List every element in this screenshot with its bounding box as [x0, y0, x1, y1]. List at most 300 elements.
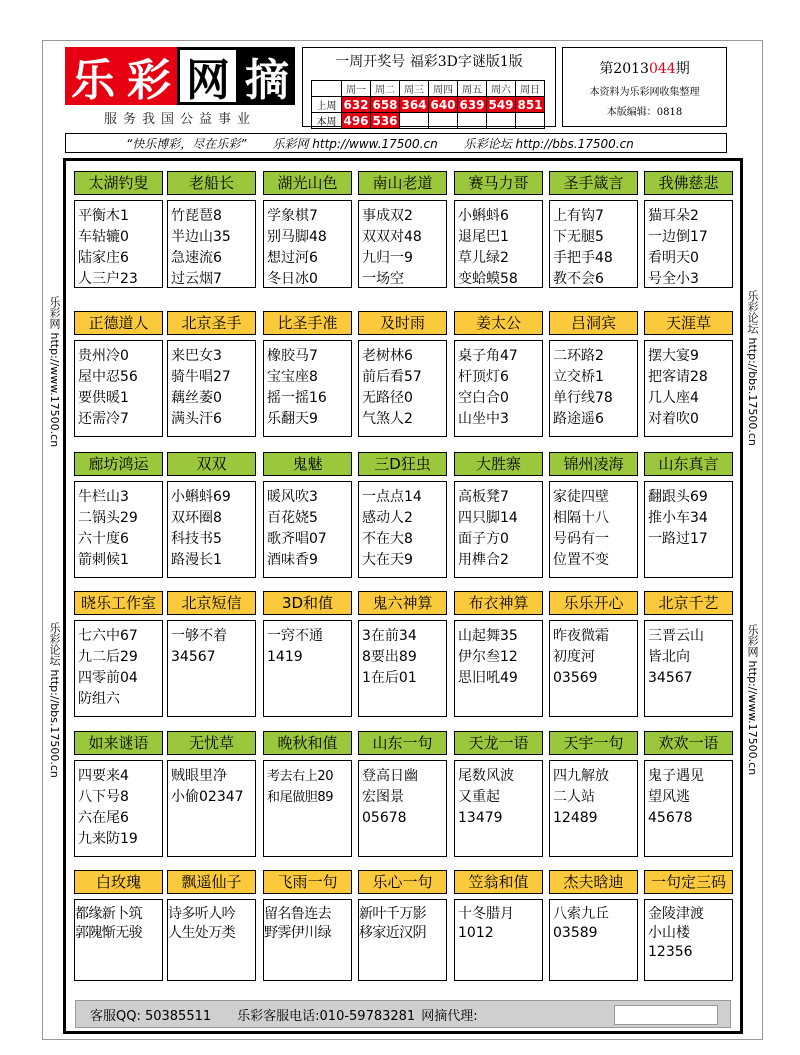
cell-line	[267, 669, 348, 670]
cell-line	[362, 689, 443, 690]
side-text-left-top: 乐彩网 http://www.17500.cn	[48, 296, 61, 448]
cell-body	[74, 760, 163, 857]
cell-line: 宝宝座8	[267, 369, 318, 385]
cell-line: 八索九丘	[553, 906, 609, 922]
cell-title: 南山老道	[358, 171, 447, 195]
cell-line: 3在前34	[362, 628, 417, 644]
cell-line: 1在后01	[362, 670, 417, 686]
cell-line: 用榫合2	[458, 552, 509, 568]
cell-line: 山坐中3	[458, 411, 509, 427]
cell-line: 二人站	[553, 789, 595, 805]
cell-line: 小山楼	[648, 925, 690, 941]
cell-line: 桌子角47	[458, 348, 518, 364]
cell-line: 家徒四壁	[553, 489, 609, 505]
logo-char: 彩	[121, 47, 177, 105]
cell-body	[74, 200, 163, 288]
cell-line	[553, 689, 634, 690]
issue-box	[562, 47, 727, 127]
cell-title: 比圣手准	[263, 311, 352, 335]
cell-line: 野霁伊川绿	[264, 925, 331, 941]
cell-title: 如来谜语	[74, 731, 163, 755]
day-header: 周日	[516, 81, 545, 97]
puzzle-cell	[74, 591, 163, 717]
puzzle-cell	[74, 311, 163, 437]
cell-line: 下无腿5	[553, 229, 604, 245]
cell-line: 摆大宴9	[648, 348, 699, 364]
cell-line: 前后看57	[362, 369, 422, 385]
puzzle-cell	[358, 870, 447, 981]
cell-body	[549, 760, 638, 857]
motto-forum-link[interactable]: 乐彩论坛 http://bbs.17500.cn	[463, 136, 634, 151]
cell-line: 45678	[648, 810, 693, 826]
cell-line	[553, 829, 634, 830]
motto-site-link[interactable]: 乐彩网 http://www.17500.cn	[272, 136, 438, 151]
cell-body	[644, 481, 733, 578]
cell-body	[454, 481, 543, 578]
cell-line: 号全小3	[648, 271, 699, 287]
cell-line: 路漫长1	[171, 552, 222, 568]
puzzle-cell	[358, 171, 447, 288]
cell-title: 山东真言	[644, 452, 733, 476]
cell-line: 8要出89	[362, 649, 417, 665]
cell-line: 八下号8	[78, 789, 129, 805]
cell-body	[549, 481, 638, 578]
cell-line: 一路过17	[648, 531, 708, 547]
cell-line: 还需冷7	[78, 411, 129, 427]
cell-title: 北京千艺	[644, 591, 733, 615]
slogan: 服务我国公益事业	[103, 112, 256, 127]
cell-line: 二锅头29	[78, 510, 138, 526]
cell-line	[648, 829, 729, 830]
cell-line: 骑牛唱27	[171, 369, 231, 385]
cell-line: 一边倒17	[648, 229, 708, 245]
cell-line: 思旧吼49	[458, 670, 518, 686]
puzzle-cell	[167, 870, 256, 981]
puzzle-cell	[263, 311, 352, 437]
cell-body	[454, 200, 543, 288]
footer-qq: 客服QQ: 50385511	[90, 1008, 212, 1024]
draw-number: 536	[372, 113, 398, 128]
cell-line: 七六中67	[78, 628, 138, 644]
cell-title: 北京圣手	[167, 311, 256, 335]
cell-line: 高板凳7	[458, 489, 509, 505]
cell-line: 立交桥1	[553, 369, 604, 385]
cell-line: 新叶千万影	[359, 906, 426, 922]
cell-line: 四零前04	[78, 670, 138, 686]
cell-line: 十冬腊月	[458, 906, 514, 922]
draw-number: 640	[430, 97, 456, 112]
weekly-numbers-box	[302, 47, 556, 127]
cell-line: 箭刺候1	[78, 552, 129, 568]
cell-title: 双双	[167, 452, 256, 476]
cell-title: 锦州凌海	[549, 452, 638, 476]
cell-line: 退尾巴1	[458, 229, 509, 245]
cell-line: 过云烟7	[171, 271, 222, 287]
cell-line: 考去右上20	[267, 769, 334, 784]
issue-editor: 本版编辑：0818	[606, 107, 683, 118]
cell-line: 九来防19	[78, 831, 138, 847]
last-week-label: 上周	[312, 97, 342, 113]
puzzle-cell	[549, 171, 638, 288]
puzzle-cell	[74, 452, 163, 578]
cell-line	[267, 809, 348, 810]
cell-line: 感动人2	[362, 510, 413, 526]
cell-line: 1419	[267, 649, 303, 665]
cell-line: 空白合0	[458, 390, 509, 406]
puzzle-cell	[644, 870, 733, 981]
cell-line: 别马脚48	[267, 229, 327, 245]
side-text-right-top: 乐彩论坛 http://bbs.17500.cn	[746, 290, 759, 446]
cell-line: 想过河6	[267, 250, 318, 266]
puzzle-cell	[358, 731, 447, 857]
cell-body	[549, 340, 638, 437]
puzzle-cell	[74, 870, 163, 981]
cell-body	[167, 200, 256, 288]
cell-line: 鬼子遇见	[648, 768, 704, 784]
cell-line: 12489	[553, 810, 598, 826]
puzzle-cell	[358, 591, 447, 717]
cell-body	[74, 340, 163, 437]
cell-line: 登高日幽	[362, 768, 418, 784]
cell-body	[644, 340, 733, 437]
day-header: 周四	[429, 81, 458, 97]
puzzle-cell	[74, 171, 163, 288]
side-text-left-bottom: 乐彩论坛 http://bbs.17500.cn	[48, 622, 61, 778]
puzzle-cell	[263, 591, 352, 717]
cell-body	[358, 481, 447, 578]
cell-line: 四要来4	[78, 768, 129, 784]
cell-line: 12356	[648, 944, 693, 960]
cell-line: 橡胶马7	[267, 348, 318, 364]
draw-number: 851	[517, 97, 543, 112]
cell-line: 暖风吹3	[267, 489, 318, 505]
cell-line: 二环路2	[553, 348, 604, 364]
cell-line	[458, 689, 539, 690]
day-header: 周五	[458, 81, 487, 97]
cell-line: 昨夜微霜	[553, 628, 609, 644]
puzzle-cell	[263, 731, 352, 857]
cell-title: 湖光山色	[263, 171, 352, 195]
cell-line	[75, 944, 162, 945]
weekly-title: 一周开奖号 福彩3D字谜版1版	[335, 54, 523, 70]
cell-line: 位置不变	[553, 552, 609, 568]
cell-line	[362, 829, 443, 830]
day-header: 周三	[400, 81, 429, 97]
cell-line	[458, 944, 539, 945]
puzzle-cell	[358, 311, 447, 437]
cell-line: 一窍不通	[267, 628, 323, 644]
issue-number: 第2013044期	[599, 61, 690, 77]
cell-line: 翻跟头69	[648, 489, 708, 505]
cell-body	[263, 760, 352, 857]
cell-line: 要供暖1	[78, 390, 129, 406]
cell-line: 03589	[553, 925, 598, 941]
cell-body	[167, 620, 256, 717]
cell-title: 天涯草	[644, 311, 733, 335]
footer-bar	[75, 1000, 731, 1028]
draw-number: 658	[372, 97, 398, 112]
cell-title: 鬼六神算	[358, 591, 447, 615]
cell-line: 不在大8	[362, 531, 413, 547]
cell-line: 四只脚14	[458, 510, 518, 526]
cell-body	[358, 899, 447, 981]
cell-body	[263, 340, 352, 437]
puzzle-cell	[644, 731, 733, 857]
draw-number-empty	[516, 113, 545, 129]
cell-line: 酒味香9	[267, 552, 318, 568]
cell-line: 号码有一	[553, 531, 609, 547]
cell-line	[648, 962, 729, 963]
cell-title: 布衣神算	[454, 591, 543, 615]
cell-line: 贼眼里净	[171, 768, 227, 784]
cell-body	[167, 899, 256, 981]
cell-line	[648, 550, 729, 551]
cell-line: 宏图景	[362, 789, 404, 805]
puzzle-cell	[644, 591, 733, 717]
puzzle-cell	[167, 731, 256, 857]
puzzle-cell	[74, 731, 163, 857]
puzzle-cell	[454, 870, 543, 981]
draw-number-empty	[400, 113, 429, 129]
puzzle-cell	[263, 870, 352, 981]
cell-line: 又重起	[458, 789, 500, 805]
cell-line: 平衡木1	[78, 208, 129, 224]
cell-line: 相隔十八	[553, 510, 609, 526]
cell-line: 13479	[458, 810, 503, 826]
cell-line: 乐翻天9	[267, 411, 318, 427]
cell-title: 无忧草	[167, 731, 256, 755]
cell-title: 晓乐工作室	[74, 591, 163, 615]
puzzle-cell	[454, 731, 543, 857]
cell-line	[168, 944, 255, 945]
puzzle-cell	[167, 311, 256, 437]
cell-line: 山起舞35	[458, 628, 518, 644]
puzzle-cell	[644, 311, 733, 437]
cell-title: 赛马力哥	[454, 171, 543, 195]
cell-line: 急速流6	[171, 250, 222, 266]
draw-number: 632	[343, 97, 369, 112]
cell-title: 飞雨一句	[263, 870, 352, 894]
cell-body	[549, 200, 638, 288]
puzzle-cell	[644, 452, 733, 578]
cell-title: 三D狂虫	[358, 452, 447, 476]
cell-title: 天龙一语	[454, 731, 543, 755]
cell-title: 老船长	[167, 171, 256, 195]
cell-title: 乐心一句	[358, 870, 447, 894]
cell-line: 面子方0	[458, 531, 509, 547]
cell-body	[74, 899, 163, 981]
cell-line: 对着吹0	[648, 411, 699, 427]
day-header: 周二	[371, 81, 400, 97]
cell-line: 冬日冰0	[267, 271, 318, 287]
cell-line: 34567	[648, 670, 693, 686]
cell-line: 皆北向	[648, 649, 690, 665]
puzzle-cell	[454, 452, 543, 578]
draw-number-empty	[429, 113, 458, 129]
cell-body	[167, 760, 256, 857]
cell-line: 变蛤蟆58	[458, 271, 518, 287]
cell-body	[454, 620, 543, 717]
cell-line: 03569	[553, 670, 598, 686]
cell-title: 大胜寨	[454, 452, 543, 476]
cell-body	[263, 200, 352, 288]
cell-line: 牛栏山3	[78, 489, 129, 505]
cell-line: 半边山35	[171, 229, 231, 245]
cell-line: 望风逃	[648, 789, 690, 805]
cell-body	[644, 620, 733, 717]
day-header: 周一	[342, 81, 371, 97]
cell-line: 四九解放	[553, 768, 609, 784]
cell-line: 屋中忍56	[78, 369, 138, 385]
cell-title: 吕洞宾	[549, 311, 638, 335]
puzzle-cell	[454, 591, 543, 717]
cell-title: 鬼魅	[263, 452, 352, 476]
cell-body	[454, 760, 543, 857]
cell-line: 六在尾6	[78, 810, 129, 826]
cell-title: 山东一句	[358, 731, 447, 755]
weekly-table	[311, 80, 545, 129]
cell-title: 廊坊鸿运	[74, 452, 163, 476]
motto-bar	[65, 133, 727, 153]
cell-line: 教不会6	[553, 271, 604, 287]
cell-line: 小蝌蚪6	[458, 208, 509, 224]
cell-body	[549, 620, 638, 717]
cell-line: 诗多听人吟	[168, 906, 235, 922]
cell-line: 路途遥6	[553, 411, 604, 427]
cell-line: 竹琵琶8	[171, 208, 222, 224]
cell-line: 猫耳朵2	[648, 208, 699, 224]
cell-line: 气煞人2	[362, 411, 413, 427]
cell-line: 人生处万类	[168, 925, 235, 941]
cell-body	[358, 200, 447, 288]
draw-number: 364	[401, 97, 427, 112]
cell-line: 草儿绿2	[458, 250, 509, 266]
cell-line: 05678	[362, 810, 407, 826]
puzzle-cell	[549, 311, 638, 437]
puzzle-cell	[454, 311, 543, 437]
cell-title: 正德道人	[74, 311, 163, 335]
draw-number-empty	[487, 113, 516, 129]
cell-line: 尾数风波	[458, 768, 514, 784]
cell-line	[359, 944, 446, 945]
cell-line: 上有钩7	[553, 208, 604, 224]
cell-line: 九二后29	[78, 649, 138, 665]
cell-line: 防组六	[78, 691, 120, 707]
footer-agent: 网摘代理:	[421, 1008, 478, 1024]
cell-line: 学象棋7	[267, 208, 318, 224]
logo	[65, 47, 295, 105]
cell-title: 天宇一句	[549, 731, 638, 755]
cell-title: 太湖钓叟	[74, 171, 163, 195]
logo-char: 网	[177, 47, 239, 105]
cell-title: 笠翁和值	[454, 870, 543, 894]
cell-line: 把客请28	[648, 369, 708, 385]
cell-line: 初度河	[553, 649, 595, 665]
puzzle-cell	[549, 870, 638, 981]
cell-line: 一够不着	[171, 628, 227, 644]
cell-line: 大在天9	[362, 552, 413, 568]
cell-line: 移家近汉阴	[359, 925, 426, 941]
cell-line: 老树林6	[362, 348, 413, 364]
cell-line: 歌齐唱07	[267, 531, 327, 547]
cell-body	[358, 620, 447, 717]
cell-line: 和尾做胆89	[267, 790, 334, 805]
cell-title: 圣手箴言	[549, 171, 638, 195]
puzzle-cell	[644, 171, 733, 288]
puzzle-cell	[549, 591, 638, 717]
cell-line: 无路径0	[362, 390, 413, 406]
cell-line	[553, 944, 634, 945]
cell-line: 一场空	[362, 271, 404, 287]
cell-body	[454, 340, 543, 437]
cell-body	[644, 200, 733, 288]
cell-line: 三晋云山	[648, 628, 704, 644]
cell-line: 陆家庄6	[78, 250, 129, 266]
cell-body	[263, 620, 352, 717]
cell-title: 我佛慈悲	[644, 171, 733, 195]
cell-body	[263, 899, 352, 981]
cell-line: 伊尔叁12	[458, 649, 518, 665]
footer-phone: 乐彩客服电话:010-59783281	[237, 1008, 416, 1024]
puzzle-cell	[167, 591, 256, 717]
cell-line: 看明天0	[648, 250, 699, 266]
agent-field	[614, 1005, 718, 1025]
draw-number: 549	[488, 97, 514, 112]
cell-line: 34567	[171, 649, 216, 665]
cell-line: 都缘新卜筑	[75, 906, 142, 922]
cell-line: 几人座4	[648, 390, 699, 406]
cell-body	[358, 340, 447, 437]
cell-line: 小蝌蚪69	[171, 489, 231, 505]
cell-line: 1012	[458, 925, 494, 941]
cell-title: 白玫瑰	[74, 870, 163, 894]
cell-line: 小偷02347	[171, 789, 244, 805]
cell-title: 晚秋和值	[263, 731, 352, 755]
cell-body	[644, 760, 733, 857]
puzzle-cell	[358, 452, 447, 578]
draw-number: 496	[343, 113, 369, 128]
cell-line: 百花娆5	[267, 510, 318, 526]
cell-line: 满头汗6	[171, 411, 222, 427]
cell-body	[644, 899, 733, 981]
cell-line: 六十度6	[78, 531, 129, 547]
puzzle-cell	[549, 731, 638, 857]
issue-source: 本资料为乐彩网收集整理	[589, 87, 700, 98]
cell-body	[549, 899, 638, 981]
cell-line	[171, 809, 252, 810]
cell-body	[358, 760, 447, 857]
cell-line	[648, 689, 729, 690]
cell-line: 车轱辘0	[78, 229, 129, 245]
cell-line	[171, 669, 252, 670]
cell-title: 3D和值	[263, 591, 352, 615]
cell-line: 金陵津渡	[648, 906, 704, 922]
puzzle-cell	[549, 452, 638, 578]
cell-title: 乐乐开心	[549, 591, 638, 615]
cell-line: 推小车34	[648, 510, 708, 526]
cell-body	[263, 481, 352, 578]
this-week-label: 本周	[312, 113, 342, 129]
cell-line: 留名鲁连去	[264, 906, 331, 922]
draw-number: 639	[459, 97, 485, 112]
puzzle-cell	[167, 171, 256, 288]
cell-line: 一点点14	[362, 489, 422, 505]
puzzle-cell	[263, 452, 352, 578]
cell-body	[167, 340, 256, 437]
cell-body	[74, 481, 163, 578]
motto-slogan: “快乐博彩，尽在乐彩”	[126, 136, 247, 151]
logo-char: 乐	[65, 47, 121, 105]
